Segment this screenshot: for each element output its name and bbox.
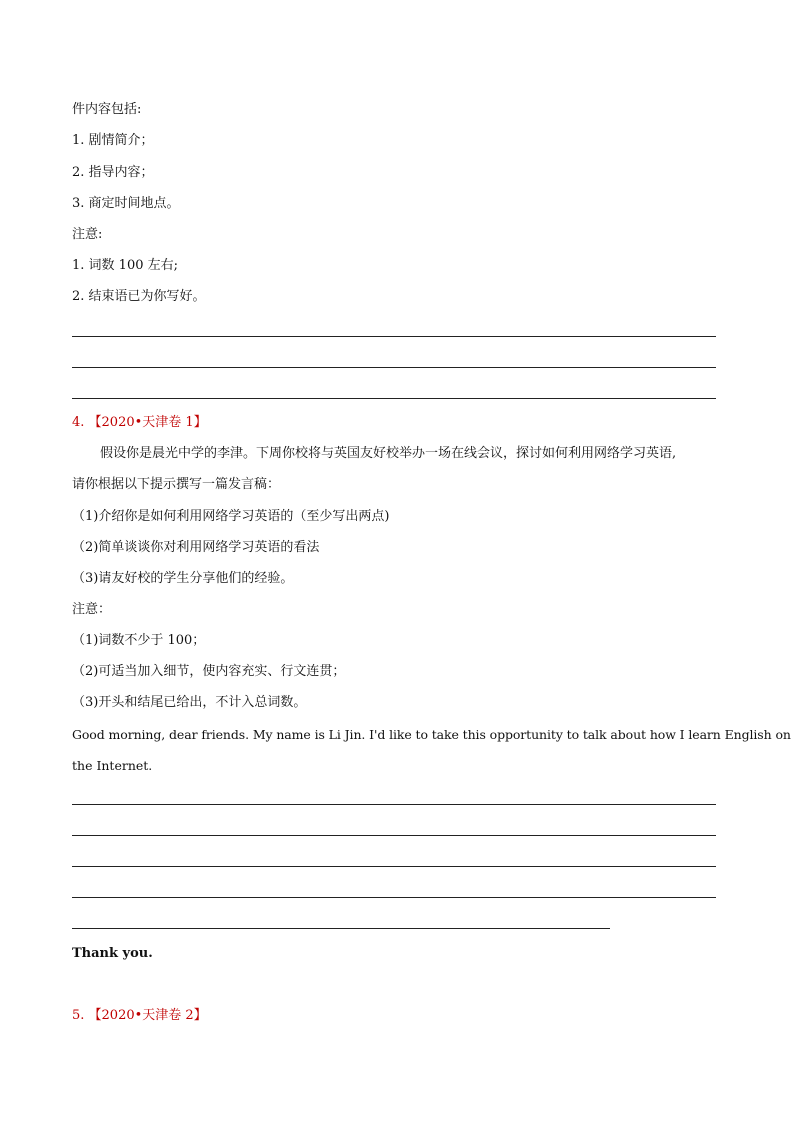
question-4-header: 4. 【2020•天津卷 1】 (72, 415, 207, 430)
question-4-note-2: （2)可适当加入细节，使内容充实、行文连贯； (72, 664, 346, 679)
question-4-closing: Thank you. (72, 946, 153, 961)
question-4-notes-label: 注意： (72, 602, 112, 617)
answer-line (72, 928, 610, 929)
answer-line (72, 897, 716, 898)
answer-line (72, 336, 716, 337)
question-4-point-1: （1)介绍你是如何利用网络学习英语的（至少写出两点) (72, 509, 390, 524)
answer-line (72, 835, 716, 836)
question-4-prompt-line-2: 请你根据以下提示撰写一篇发言稿： (72, 477, 281, 492)
question-4-note-3: （3)开头和结尾已给出，不计入总词数。 (72, 695, 307, 710)
question-4-point-3: （3)请友好校的学生分享他们的经验。 (72, 571, 294, 586)
question-4-opening-line-2: the Internet. (72, 758, 153, 773)
section3-note-1: 1. 词数 100 左右; (72, 258, 178, 273)
section3-item-1: 1. 剧情简介； (72, 133, 154, 148)
section3-item-2: 2. 指导内容； (72, 165, 154, 180)
answer-line (72, 804, 716, 805)
section3-intro-tail: 件内容包括: (72, 102, 142, 117)
answer-line (72, 398, 716, 399)
answer-line (72, 367, 716, 368)
section3-note-2: 2. 结束语已为你写好。 (72, 289, 206, 304)
question-4-note-1: （1)词数不少于 100； (72, 633, 206, 648)
section3-item-3: 3. 商定时间地点。 (72, 196, 180, 211)
section3-notes-label: 注意: (72, 227, 103, 242)
answer-line (72, 866, 716, 867)
question-4-point-2: （2)简单谈谈你对利用网络学习英语的看法 (72, 540, 320, 555)
question-4-opening-line-1: Good morning, dear friends. My name is Li Jin. I'd like to take this opportunity to talk about how I learn English on (72, 727, 791, 742)
question-5-header: 5. 【2020•天津卷 2】 (72, 1008, 207, 1023)
question-4-prompt-line-1: 假设你是晨光中学的李津。下周你校将与英国友好校举办一场在线会议，探讨如何利用网络学习英语, (100, 446, 677, 461)
